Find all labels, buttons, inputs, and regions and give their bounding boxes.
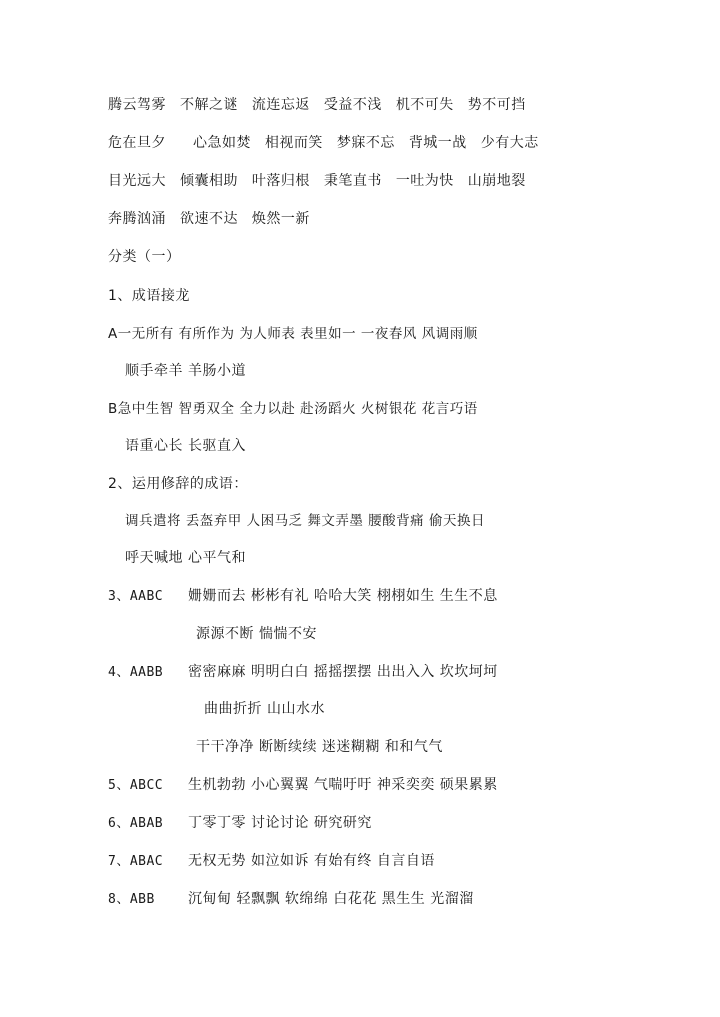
section-5-label: 5、ABCC — [108, 778, 164, 793]
section-3-cont: 源源不断 惴惴不安 — [196, 626, 317, 642]
section-4-label: 4、AABB — [108, 665, 164, 680]
section-2-title: 2、运用修辞的成语： — [108, 476, 248, 492]
section-6-line: 丁零丁零 讨论讨论 研究研究 — [188, 815, 372, 831]
idiom-row-1 — [108, 96, 535, 114]
idiom: 腾云驾雾 — [108, 97, 166, 113]
section-8-label: 8、ABB — [108, 892, 155, 907]
section-8-line: 沉甸甸 轻飘飘 软绵绵 白花花 黑生生 光溜溜 — [188, 891, 474, 907]
section-6-label: 6、ABAB — [108, 816, 164, 831]
section-1-a-cont: 顺手牵羊 羊肠小道 — [125, 363, 246, 379]
idiom: 相视而笑 — [264, 135, 323, 151]
idiom: 势不可挡 — [467, 97, 526, 113]
section-4-line: 密密麻麻 明明白白 摇摇摆摆 出出入入 坎坎坷坷 — [188, 664, 498, 680]
idiom: 一吐为快 — [395, 173, 454, 189]
idiom: 奔腾汹涌 — [108, 211, 166, 227]
section-1-b-line: B急中生智 智勇双全 全力以赴 赴汤蹈火 火树银花 花言巧语 — [108, 401, 478, 417]
idiom: 不解之谜 — [179, 97, 238, 113]
idiom: 欲速不达 — [179, 211, 238, 227]
section-7-label: 7、ABAC — [108, 854, 164, 869]
idiom: 流连忘返 — [251, 97, 310, 113]
idiom: 危在旦夕 — [108, 135, 166, 151]
idiom: 倾囊相助 — [179, 173, 238, 189]
idiom-row-2 — [108, 134, 548, 152]
idiom: 叶落归根 — [251, 173, 310, 189]
idiom-row-3 — [108, 172, 535, 190]
section-1-a-line: A一无所有 有所作为 为人师表 表里如一 一夜春风 风调雨顺 — [108, 326, 478, 342]
section-4-cont-2: 干干净净 断断续续 迷迷糊糊 和和气气 — [196, 739, 443, 755]
section-3-line: 姗姗而去 彬彬有礼 哈哈大笑 栩栩如生 生生不息 — [188, 588, 498, 604]
idiom: 焕然一新 — [251, 211, 310, 227]
idiom-row-4 — [108, 210, 319, 228]
section-2-cont: 呼天喊地 心平气和 — [125, 550, 246, 566]
idiom: 少有大志 — [480, 135, 539, 151]
idiom: 梦寐不忘 — [336, 135, 395, 151]
section-4-cont-1: 曲曲折折 山山水水 — [204, 701, 325, 717]
section-3-label: 3、AABC — [108, 589, 164, 604]
section-2-line: 调兵遣将 丢盔弃甲 人困马乏 舞文弄墨 腰酸背痛 偷天换日 — [125, 513, 485, 529]
idiom: 受益不浅 — [323, 97, 382, 113]
idiom: 目光远大 — [108, 173, 166, 189]
idiom: 心急如焚 — [192, 135, 251, 151]
idiom: 机不可失 — [395, 97, 454, 113]
idiom: 背城一战 — [408, 135, 467, 151]
section-1-b-cont: 语重心长 长驱直入 — [125, 438, 246, 454]
section-5-line: 生机勃勃 小心翼翼 气喘吁吁 神采奕奕 硕果累累 — [188, 777, 498, 793]
section-7-line: 无权无势 如泣如诉 有始有终 自言自语 — [188, 853, 435, 869]
idiom: 山崩地裂 — [467, 173, 526, 189]
section-1-title: 1、成语接龙 — [108, 288, 190, 304]
idiom: 秉笔直书 — [323, 173, 382, 189]
classify-heading: 分类（一） — [108, 249, 181, 265]
